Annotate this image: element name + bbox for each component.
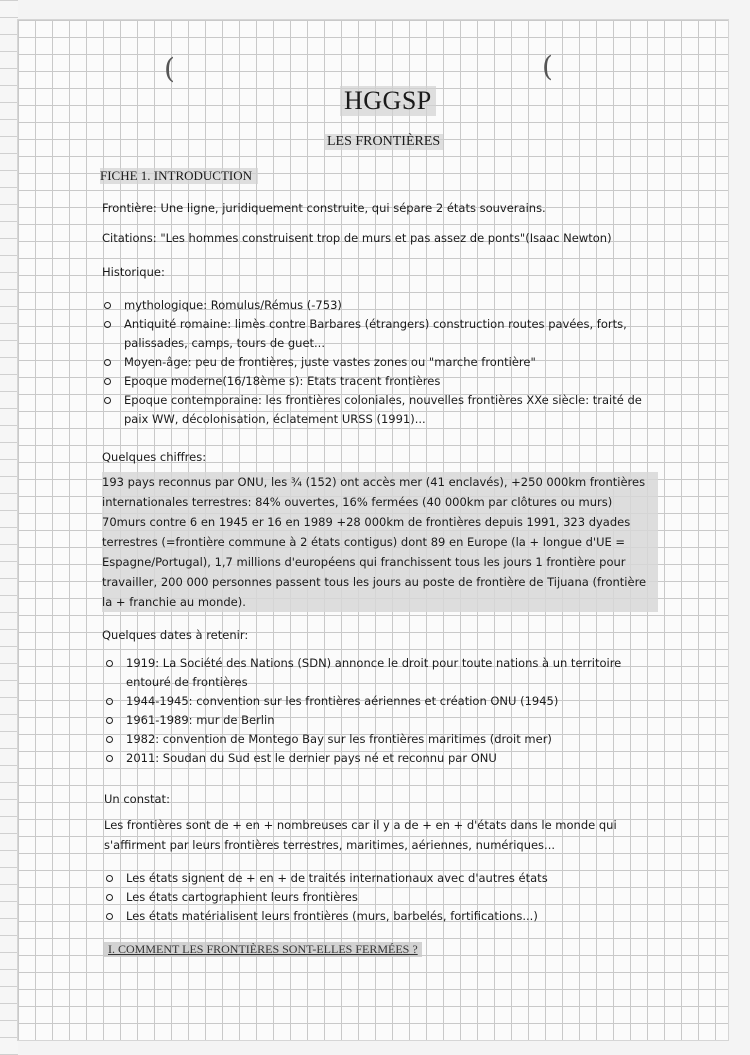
list-item: Antiquité romaine: limès contre Barbares (étrangers) construction routes pavées, forts, palissades, camps, tours de guet...	[102, 315, 650, 353]
binder-ring-mark: (	[542, 50, 553, 83]
binder-ring-mark: (	[164, 52, 175, 85]
list-item: 1982: convention de Montego Bay sur les frontières maritimes (droit mer)	[104, 730, 644, 749]
list-item: mythologique: Romulus/Rémus (-753)	[102, 296, 650, 315]
constat-list	[104, 869, 644, 926]
definition-line: Frontière: Une ligne, juridiquement construite, qui sépare 2 états souverains.	[102, 201, 546, 215]
list-item: 1961-1989: mur de Berlin	[104, 711, 644, 730]
constat-paragraph: Les frontières sont de + en + nombreuses car il y a de + en + d'états dans le monde qui s'affirment par leurs frontières terrestres, maritimes, aériennes, numériques...	[104, 818, 617, 852]
next-section-heading: I. COMMENT LES FRONTIÈRES SONT-ELLES FERMÉES ?	[104, 942, 422, 957]
page-title: HGGSP	[340, 86, 436, 116]
list-item: 2011: Soudan du Sud est le dernier pays né et reconnu par ONU	[104, 749, 644, 768]
dates-label: Quelques dates à retenir:	[102, 628, 249, 642]
chiffres-paragraph: 193 pays reconnus par ONU, les ¾ (152) ont accès mer (41 enclavés), +250 000km frontières internationales terrestres: 84% ouvertes, 16% fermées (40 000km par clôtures ou murs) 70murs contre 6 en 1945 er 16 en 1989 +28 000km de frontières depuis 1991, 323 dyades terrestres (=frontière commune à 2 états contigus) dont 89 en Europe (la + longue d'UE = Espagne/Portugal), 1,7 millions d'européens qui franchissent tous les jours 1 frontière pour travailler, 200 000 personnes passent tous les jours au poste de frontière de Tijuana (frontière la + franchie au monde).	[102, 472, 658, 612]
citation-line: Citations: "Les hommes construisent trop de murs et pas assez de ponts"(Isaac Newton)	[102, 231, 612, 245]
constat-label: Un constat:	[104, 792, 170, 806]
list-item: Les états cartographient leurs frontières	[104, 888, 644, 907]
list-item: Les états signent de + en + de traités internationaux avec d'autres états	[104, 869, 644, 888]
page-subtitle: LES FRONTIÈRES	[324, 134, 443, 150]
list-item: 1919: La Société des Nations (SDN) annonce le droit pour toute nations à un territoire entouré de frontières	[104, 654, 644, 692]
list-item: Epoque moderne(16/18ème s): Etats tracent frontières	[102, 372, 650, 391]
dates-list	[104, 654, 644, 768]
list-item: Epoque contemporaine: les frontières coloniales, nouvelles frontières XXe siècle: traité de paix WW, décolonisation, éclatement URSS (1991)...	[102, 391, 650, 429]
historique-label: Historique:	[102, 265, 165, 279]
chiffres-label: Quelques chiffres:	[102, 450, 207, 464]
historique-list	[102, 296, 650, 429]
list-item: Les états matérialisent leurs frontières (murs, barbelés, fortifications...)	[104, 907, 644, 926]
list-item: 1944-1945: convention sur les frontières aériennes et création ONU (1945)	[104, 692, 644, 711]
section-heading: FICHE 1. INTRODUCTION	[100, 168, 258, 184]
list-item: Moyen-âge: peu de frontières, juste vastes zones ou "marche frontière"	[102, 353, 650, 372]
